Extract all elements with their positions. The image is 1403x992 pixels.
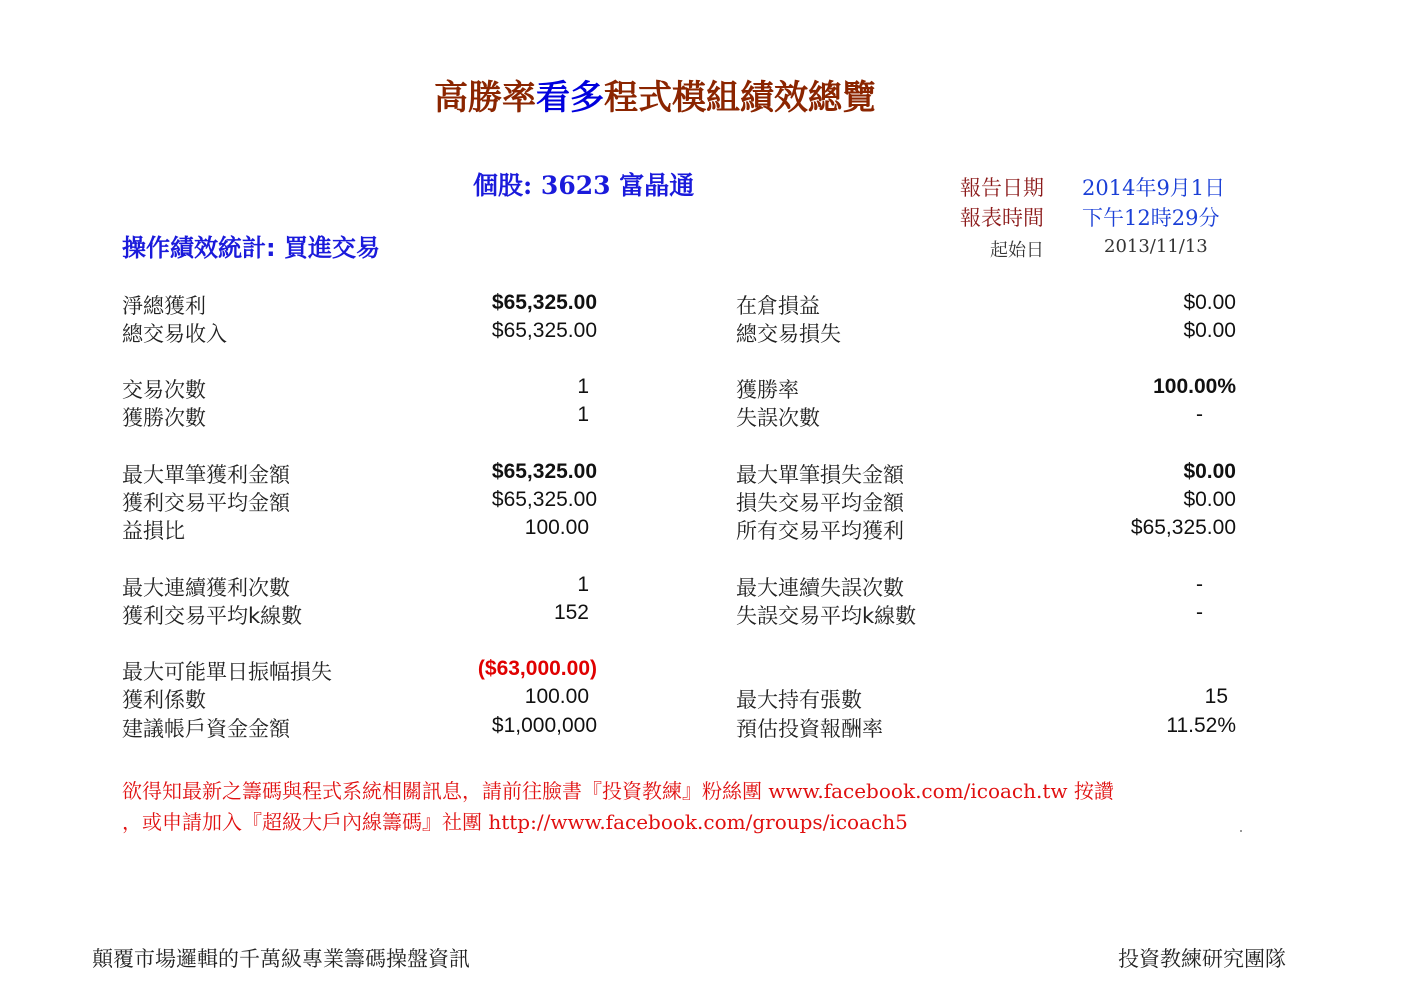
- gross-income-value: $65,325.00: [491, 319, 597, 342]
- avg-win-amount-value: $65,325.00: [491, 488, 597, 511]
- estimated-return-label: 預估投資報酬率: [736, 717, 883, 741]
- trade-count-value: 1: [577, 375, 589, 398]
- max-consecutive-losses-value: -: [1196, 573, 1203, 596]
- start-date-label: 起始日: [990, 240, 1044, 261]
- report-date-label: 報告日期: [960, 176, 1044, 200]
- net-profit-label: 淨總獲利: [122, 294, 206, 318]
- title-part-2: 看多: [536, 78, 604, 118]
- max-consecutive-wins-value: 1: [577, 573, 589, 596]
- avg-loss-bars-value: -: [1196, 601, 1203, 624]
- gross-loss-value: $0.00: [1183, 319, 1236, 342]
- max-daily-swing-loss-value: ($63,000.00): [477, 657, 597, 680]
- open-position-pnl-label: 在倉損益: [736, 294, 820, 318]
- suggested-capital-value: $1,000,000: [491, 714, 597, 737]
- report-time-value: 下午12時29分: [1082, 206, 1220, 230]
- title-part-3: 程式模組績效總覽: [604, 78, 876, 118]
- net-profit-value: $65,325.00: [491, 291, 597, 314]
- avg-win-amount-label: 獲利交易平均金額: [122, 491, 290, 515]
- max-single-profit-label: 最大單筆獲利金額: [122, 463, 290, 487]
- win-rate-value: 100.00%: [1153, 375, 1236, 398]
- profit-loss-ratio-label: 益損比: [122, 519, 185, 543]
- win-rate-label: 獲勝率: [736, 378, 799, 402]
- avg-trade-profit-label: 所有交易平均獲利: [736, 519, 904, 543]
- profit-factor-label: 獲利係數: [122, 688, 206, 712]
- footer-slogan: 顛覆市場邏輯的千萬級專業籌碼操盤資訊: [92, 947, 470, 971]
- avg-win-bars-value: 152: [553, 601, 589, 624]
- max-single-loss-value: $0.00: [1183, 460, 1236, 483]
- estimated-return-value: 11.52%: [1166, 714, 1236, 737]
- promo-note-line-1: 欲得知最新之籌碼與程式系統相關訊息，請前往臉書『投資教練』粉絲團 www.facebook.com/icoach.tw 按讚: [122, 779, 1114, 803]
- avg-loss-amount-value: $0.00: [1183, 488, 1236, 511]
- avg-trade-profit-value: $65,325.00: [1130, 516, 1236, 539]
- loss-count-label: 失誤次數: [736, 406, 820, 430]
- report-date-value: 2014年9月1日: [1082, 176, 1226, 200]
- max-single-profit-value: $65,325.00: [491, 460, 597, 483]
- loss-count-value: -: [1196, 403, 1203, 426]
- avg-loss-amount-label: 損失交易平均金額: [736, 491, 904, 515]
- max-holding-lots-label: 最大持有張數: [736, 688, 862, 712]
- gross-income-label: 總交易收入: [122, 322, 227, 346]
- max-daily-swing-loss-label: 最大可能單日振幅損失: [122, 660, 332, 684]
- gross-loss-label: 總交易損失: [736, 322, 841, 346]
- promo-note-line-2: ，或申請加入『超級大戶內線籌碼』社團 http://www.facebook.com/groups/icoach5: [122, 810, 908, 834]
- max-consecutive-wins-label: 最大連續獲利次數: [122, 576, 290, 600]
- win-count-label: 獲勝次數: [122, 406, 206, 430]
- max-single-loss-label: 最大單筆損失金額: [736, 463, 904, 487]
- suggested-capital-label: 建議帳戶資金金額: [122, 717, 290, 741]
- avg-loss-bars-label: 失誤交易平均k線數: [736, 604, 917, 628]
- stray-dot: [1240, 830, 1242, 832]
- title-part-1: 高勝率: [434, 78, 536, 118]
- profit-loss-ratio-value: 100.00: [524, 516, 589, 539]
- win-count-value: 1: [577, 403, 589, 426]
- page-title: [0, 70, 1310, 119]
- report-time-label: 報表時間: [960, 206, 1044, 230]
- avg-win-bars-label: 獲利交易平均k線數: [122, 604, 303, 628]
- section-heading: 操作績效統計: 買進交易: [122, 234, 380, 262]
- max-consecutive-losses-label: 最大連續失誤次數: [736, 576, 904, 600]
- trade-count-label: 交易次數: [122, 378, 206, 402]
- profit-factor-value: 100.00: [524, 685, 589, 708]
- start-date-value: 2013/11/13: [1104, 236, 1208, 257]
- stock-heading: 個股: 3623 富晶通: [473, 171, 695, 200]
- max-holding-lots-value: 15: [1204, 685, 1228, 708]
- open-position-pnl-value: $0.00: [1183, 291, 1236, 314]
- footer-team: 投資教練研究團隊: [1118, 947, 1286, 971]
